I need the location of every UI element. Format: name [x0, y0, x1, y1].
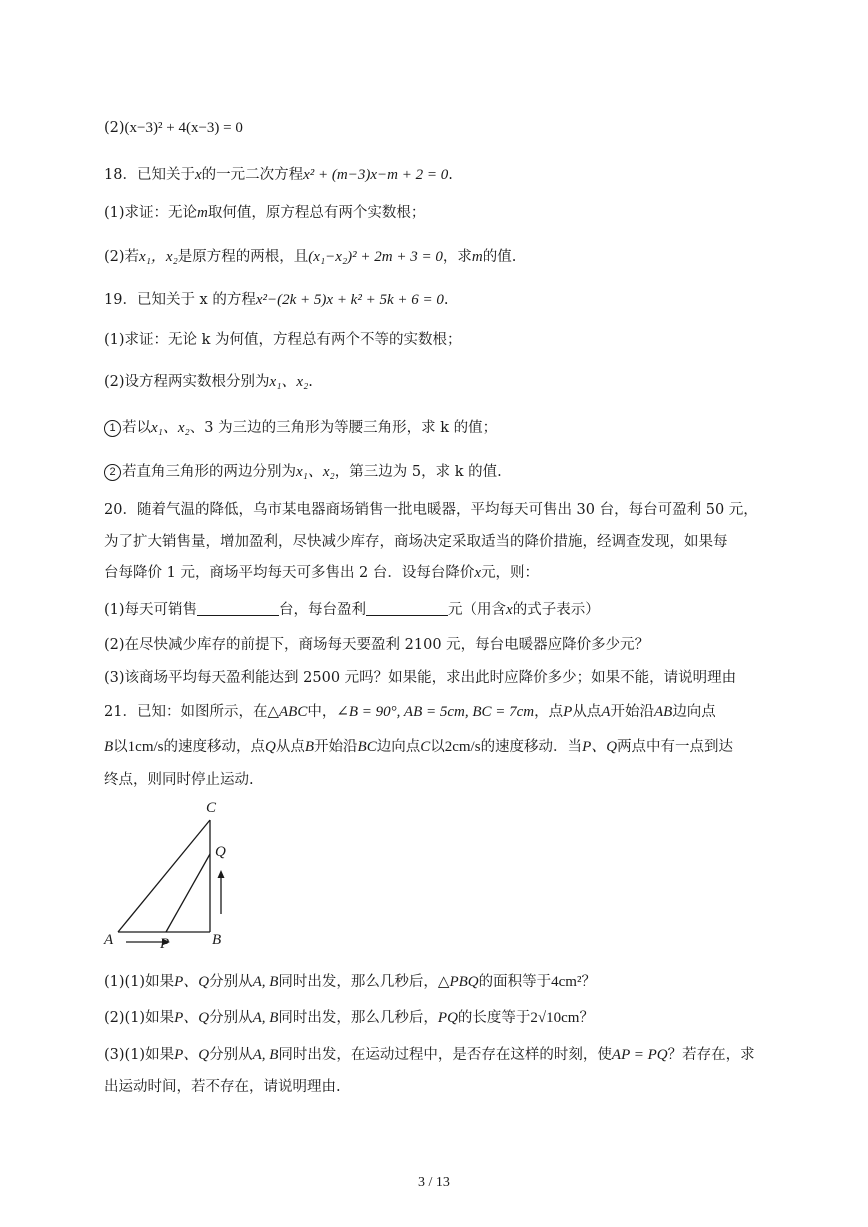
q21-s2-segment: PQ [437, 1010, 458, 1026]
q18-part2 [104, 247, 516, 267]
q21-s1-pq: P、Q [174, 974, 210, 990]
q21-line1 [104, 702, 716, 722]
q18-stem-a: 已知关于 [136, 167, 195, 183]
q20-line3 [104, 563, 539, 583]
q17-part2 [104, 118, 243, 138]
q18-number: 18． [104, 167, 137, 183]
q21-l1-f: 边向点 [672, 704, 716, 720]
figure-label-b: B [212, 932, 222, 948]
q19-c1-roots: x₁、x₂ [151, 420, 190, 436]
q18-var-m-2: m [471, 249, 483, 265]
q19-number: 19． [104, 292, 137, 308]
q18-stem-b: 的一元二次方程 [201, 167, 304, 183]
q21-l2-g: 的速度移动．当 [480, 739, 583, 755]
q21-triangle-pbq: △PBQ [437, 974, 479, 990]
q21-s3-c: 同时出发，在运动过程中，是否存在这样的时刻，使 [278, 1047, 612, 1063]
circled-number-2: 2 [104, 464, 121, 481]
figure-label-q: Q [215, 844, 226, 860]
q21-l1-a: 21．已知：如图所示，在 [104, 704, 268, 720]
q21-side-bc: BC [357, 739, 377, 755]
q21-s1-label: (1) [104, 974, 125, 990]
q21-s2-ab: A, B [252, 1010, 279, 1026]
q20-part3: (3)该商场平均每天盈利能达到 2500 元吗？如果能，求出此时应降价多少；如果不能，请说明理由 [104, 670, 737, 686]
q20-p1-d: 的式子表示） [512, 602, 600, 618]
q21-l1-c: ，点 [534, 704, 564, 720]
q21-s3-b: 分别从 [209, 1047, 253, 1063]
page-number: 3 / 13 [418, 1175, 450, 1190]
q21-s1-c: 同时出发，那么几秒后， [278, 974, 438, 990]
q20-p1-c: 元（用含 [448, 602, 507, 618]
q21-s3-pq: P、Q [174, 1047, 210, 1063]
figure-label-p: P [160, 936, 170, 952]
q20-line1: 20．随着气温的降低，乌市某电器商场销售一批电暖器，平均每天可售出 30 台，每台可盈利 50 元， [104, 502, 758, 518]
q19-c1-a: 若以 [122, 420, 151, 436]
q21-l2-b: 的速度移动，点 [163, 739, 266, 755]
answer-blank-1[interactable] [197, 601, 279, 616]
q21-l2-h: 两点中有一点到达 [617, 739, 734, 755]
q18-var-m: m [197, 205, 208, 221]
q21-s3-label: (3) [104, 1047, 125, 1063]
q20-var-x-2: x [506, 602, 513, 618]
q21-s3-d: ？若存在，求 [667, 1047, 755, 1063]
q21-s2-c: 同时出发，那么几秒后， [278, 1010, 438, 1026]
q21-speed-p: 1cm/s [127, 739, 164, 755]
q18-stem-end: . [448, 167, 453, 183]
q21-l2-f: 以 [430, 739, 445, 755]
q21-s2-end: ？ [579, 1010, 594, 1026]
q21-s1-end: ？ [581, 974, 596, 990]
q21-s2-b: 分别从 [209, 1010, 253, 1026]
q19-p2-end: . [308, 374, 313, 390]
q21-triangle-abc: △ABC [267, 704, 308, 720]
q19-p2-a: (2)设方程两实数根分别为 [104, 374, 270, 390]
q18-p2-b: 是原方程的两根，且 [177, 249, 309, 265]
q21-l1-d: 从点 [572, 704, 602, 720]
circled-number-1: 1 [104, 420, 121, 437]
arrow-up-icon [218, 870, 225, 878]
q18-p2-a: (2)若 [104, 249, 140, 265]
q21-l2-d: 开始沿 [314, 739, 358, 755]
figure-label-c: C [206, 800, 217, 816]
q18-stem [104, 165, 453, 185]
q21-l1-e: 开始沿 [610, 704, 654, 720]
q21-line3: 终点，则同时停止运动. [104, 772, 254, 788]
q19-stem-end: . [443, 292, 449, 308]
q21-s2-a: (1)如果 [124, 1010, 175, 1026]
q20-line2: 为了扩大销售量，增加盈利，尽快减少库存，商场决定采取适当的降价措施，经调查发现，如果每 [104, 534, 728, 550]
q19-part2 [104, 372, 313, 392]
q18-p1-b: 取何值，原方程总有两个实数根； [207, 205, 426, 221]
q21-pq-pair: P、Q [582, 739, 618, 755]
q21-l2-e: 边向点 [376, 739, 421, 755]
q21-l2-a: 以 [113, 739, 128, 755]
q19-c1-b: 、3 为三边的三角形为等腰三角形，求 k 的值； [189, 420, 498, 436]
q21-s3-ab: A, B [252, 1047, 279, 1063]
q18-p2-equation: (x₁−x₂)² + 2m + 3 = 0 [308, 249, 443, 265]
q21-line2 [104, 737, 733, 757]
answer-blank-2[interactable] [366, 601, 448, 616]
q21-point-c: C [420, 739, 431, 755]
q20-p1-a: (1)每天可销售 [104, 602, 198, 618]
q21-s1-d: 的面积等于 [478, 974, 552, 990]
q21-area: 4cm² [551, 974, 582, 990]
q21-length: 2√10cm [530, 1010, 580, 1026]
q20-l3-a: 台每降价 1 元，商场平均每天可多售出 2 台．设每台降价 [104, 565, 475, 581]
q19-case1 [104, 418, 497, 438]
q21-sub3-line2: 出运动时间，若不存在，请说明理由. [104, 1079, 341, 1095]
q18-var-x: x [194, 167, 202, 183]
q21-s3-equation: AP = PQ [611, 1047, 668, 1063]
q18-p2-c: ，求 [442, 249, 472, 265]
q19-case2 [104, 462, 502, 482]
q21-s2-pq: P、Q [174, 1010, 210, 1026]
q21-sub2 [104, 1008, 594, 1028]
triangle-figure [98, 796, 248, 956]
q21-l2-c: 从点 [275, 739, 305, 755]
q18-part1 [104, 203, 425, 223]
q21-s3-a: (1)如果 [124, 1047, 175, 1063]
q21-point-b-2: B [304, 739, 315, 755]
q21-point-p: P [563, 704, 573, 720]
q19-c2-roots: x₁、x₂ [296, 464, 335, 480]
q19-c2-b: ，第三边为 5，求 k 的值. [334, 464, 502, 480]
q19-part1: (1)求证：无论 k 为何值，方程总有两个不等的实数根； [104, 332, 462, 348]
q21-point-q: Q [265, 739, 276, 755]
q19-stem [104, 290, 448, 310]
q20-part2: (2)在尽快减少库存的前提下，商场每天要盈利 2100 元，每台电暖器应降价多少元？ [104, 637, 650, 653]
q17-part2-label: (2) [104, 120, 125, 136]
q21-point-b: B [104, 739, 114, 755]
q21-s1-ab: A, B [252, 974, 279, 990]
q20-p1-b: 台，每台盈利 [279, 602, 367, 618]
q21-s1-a: (1)如果 [124, 974, 175, 990]
q19-p2-roots: x₁、x₂ [269, 374, 309, 390]
side-ac [118, 820, 210, 932]
q20-var-x: x [474, 565, 482, 581]
q17-part2-equation: (x−3)² + 4(x−3) = 0 [124, 120, 243, 136]
q19-c2-a: 若直角三角形的两边分别为 [122, 464, 296, 480]
q21-speed-q: 2cm/s [444, 739, 481, 755]
q18-roots: x₁，x₂ [139, 249, 178, 265]
q18-p2-d: 的值. [482, 249, 517, 265]
q19-equation: x²−(2k + 5)x + k² + 5k + 6 = 0 [255, 292, 444, 308]
q18-equation: x² + (m−3)x−m + 2 = 0 [303, 167, 449, 183]
q21-s2-label: (2) [104, 1010, 125, 1026]
q21-s1-b: 分别从 [209, 974, 253, 990]
q21-sub3 [104, 1045, 755, 1065]
q20-l3-b: 元，则： [481, 565, 540, 581]
q21-sub1 [104, 972, 596, 992]
q21-s2-d: 的长度等于 [457, 1010, 531, 1026]
q21-side-ab: AB [653, 704, 673, 720]
q20-part1 [104, 600, 600, 620]
q21-conditions: ∠B = 90°, AB = 5cm, BC = 7cm [336, 704, 535, 720]
q21-l1-b: 中， [307, 704, 337, 720]
q21-point-a: A [601, 704, 611, 720]
figure-label-a: A [104, 932, 114, 948]
q18-p1-a: (1)求证：无论 [104, 205, 198, 221]
q19-stem-a: 已知关于 x 的方程 [136, 292, 256, 308]
